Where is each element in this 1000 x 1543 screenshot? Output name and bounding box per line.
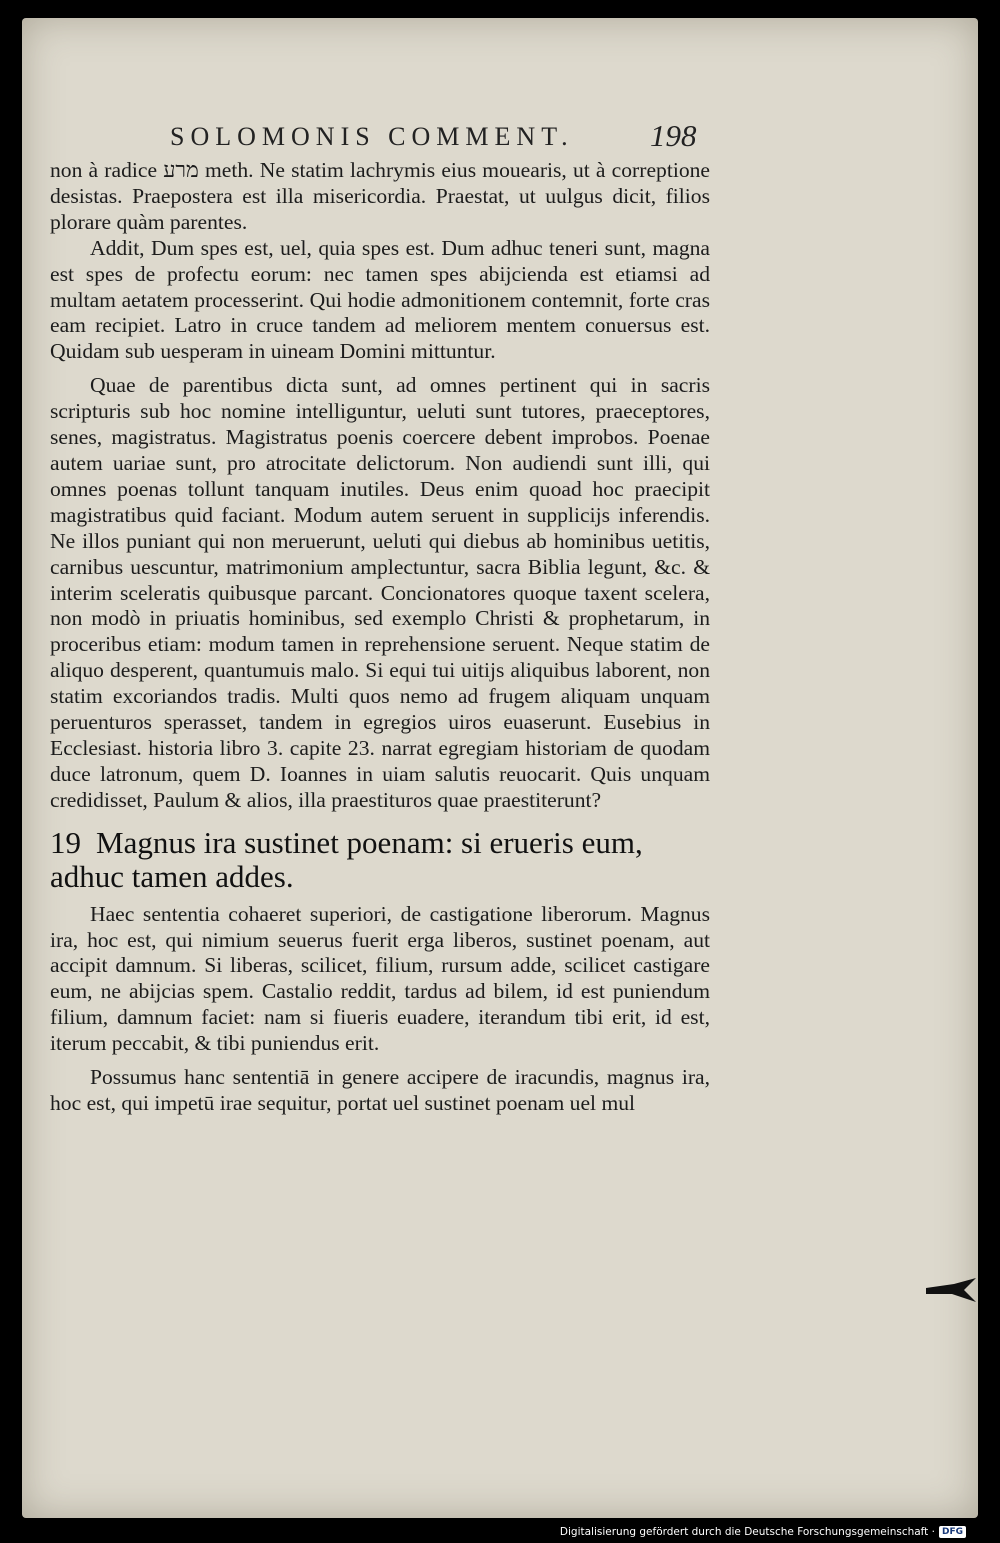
digitization-credit: Digitalisierung gefördert durch die Deutsche Forschungsgemeinschaft · — [559, 1526, 935, 1538]
running-title: SOLOMONIS COMMENT. — [170, 122, 574, 151]
page-number: 198 — [650, 118, 697, 153]
paragraph-5: Possumus hanc sententiā in genere accipere de iracundis, magnus ira, hoc est, qui impetū irae sequitur, portat uel sustinet poenam uel mul — [50, 1065, 710, 1115]
page-header — [22, 118, 978, 158]
paragraph-2: Addit, Dum spes est, uel, quia spes est. Dum adhuc teneri sunt, magna est spes de profectu eorum: nec tamen spes abijcienda est etiamsi ad multam aetatem processerint. Qui hodie admonitionem contemnit, forte cras eam recipiet. Latro in cruce tandem ad meliorem mentem conuersus est. Quidam sub uesperam in uineam Domini mittuntur. — [50, 235, 710, 364]
book-page — [22, 18, 978, 1518]
paragraph-4: Haec sententia cohaeret superiori, de castigatione liberorum. Magnus ira, hoc est, qui nimium seuerus fuerit erga liberos, sustinet poenam, aut accipit damnum. Si liberas, scilicet, filium, rursum adde, scilicet castigare eum, ne abijcias spem. Castalio reddit, tardus ad bilem, id est puniendum filium, damnum faciet: nam si fiueris euadere, iterandum tibi erit, id est, iterum peccabit, & tibi puniendus erit. — [50, 901, 710, 1056]
digitization-footer — [560, 1526, 966, 1538]
page-body — [50, 158, 710, 1117]
verse-number: 19 — [50, 824, 81, 860]
verse-text: Magnus ira sustinet poenam: si erueris eum, adhuc tamen addes. — [50, 824, 643, 894]
page-edge-pointer-icon — [924, 1276, 978, 1306]
paragraph-1: non à radice מרע meth. Ne statim lachrymis eius mouearis, ut à correptione desistas. Praepostera est illa misericordia. Praestat, ut uulgus dicit, filios plorare quàm parentes. — [50, 158, 710, 234]
verse-heading — [50, 826, 710, 894]
paragraph-3: Quae de parentibus dicta sunt, ad omnes pertinent qui in sacris scripturis sub hoc nomine intelliguntur, ueluti sunt tutores, praeceptores, senes, magistratus. Magistratus poenis coercere debent improbos. Poenae autem uariae sunt, pro atrocitate delictorum. Non audiendi sunt illi, qui omnes poenas tollunt tanquam inutiles. Deus enim quoad hoc praecipit magistratibus quid faciant. Modum autem seruent in supplicijs inferendis. Ne illos puniant qui non meruerunt, ueluti qui diebus ab hominibus uetitis, carnibus uescuntur, matrimonium amplectuntur, sacra Biblia legunt, &c. & interim sceleratis quibusque parcant. Concionatores quoque taxent scelera, non modò in priuatis hominibus, sed exemplo Christi & prophetarum, in proceribus etiam: modum tamen in reprehensione seruent. Neque statim de aliquo desperent, quantumuis malo. Si equi tui uitijs aliquibus laborent, non statim excoriandos tradis. Multi quos nemo ad frugem aliquam unquam peruenturos sperasset, tandem in egregios uiros euaserunt. Eusebius in Ecclesiast. historia libro 3. capite 23. narrat egregiam historiam de quodam duce latronum, quem D. Ioannes in uiam salutis reuocarit. Quis unquam credidisset, Paulum & alios, illa praestituros quae praestiterunt? — [50, 373, 710, 812]
dfg-logo: DFG — [939, 1526, 966, 1538]
